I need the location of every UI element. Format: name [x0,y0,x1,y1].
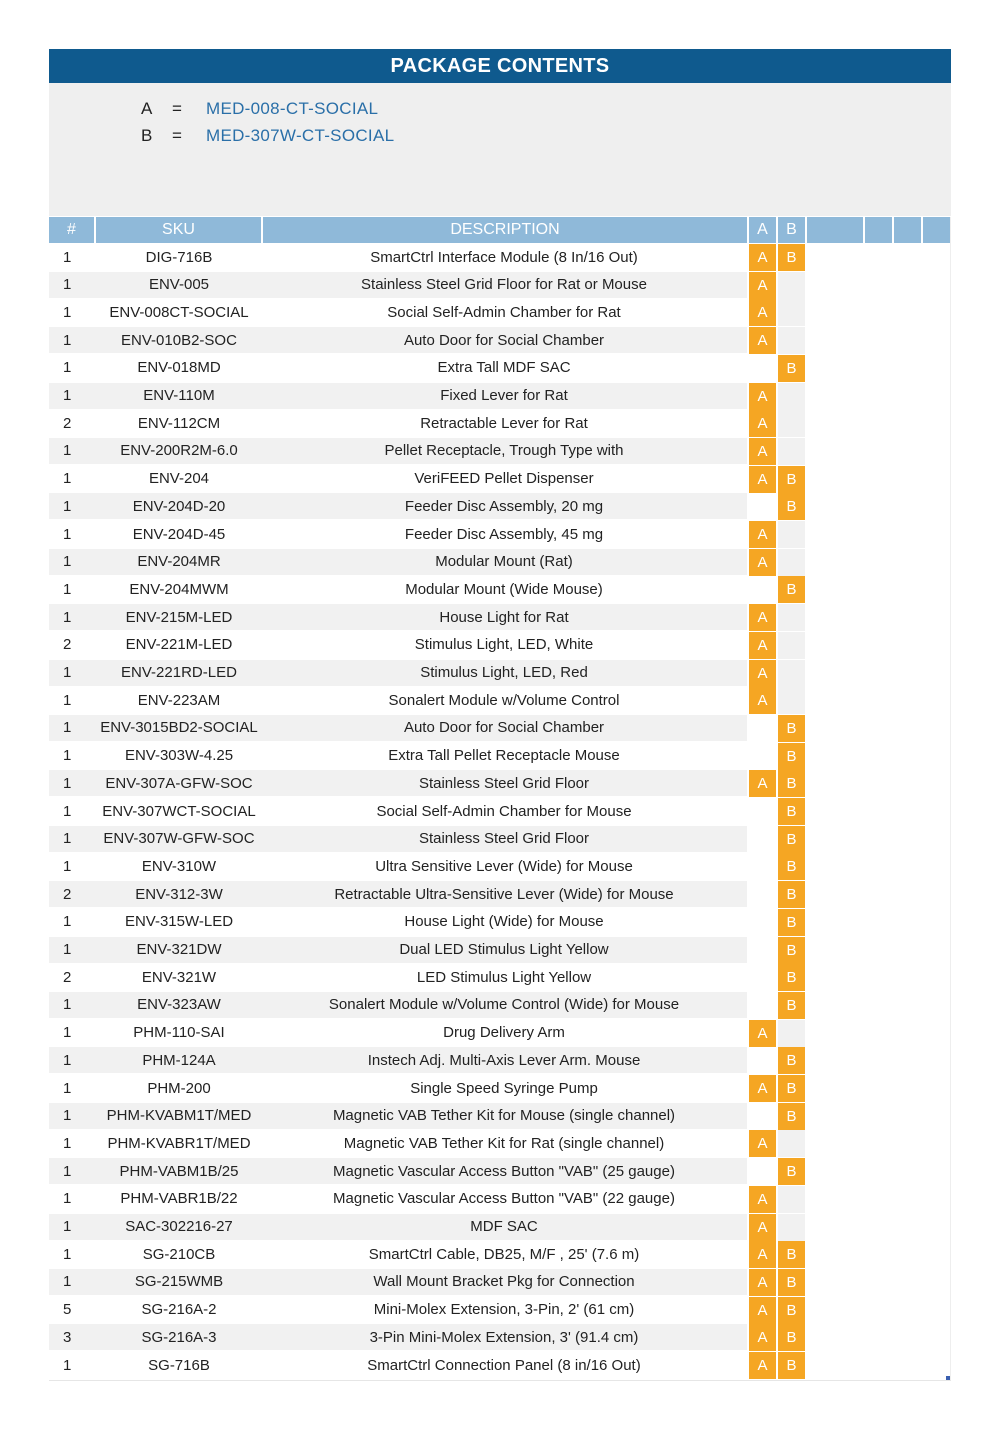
row-quantity: 1 [63,525,72,543]
mark-a: A [749,1241,776,1268]
row-quantity: 1 [63,1356,72,1374]
row-quantity: 1 [63,580,72,598]
mark-a: A [749,272,776,299]
table-row [49,1103,951,1131]
mark-a [749,1158,776,1185]
header-b: B [778,217,805,243]
row-description: Modular Mount (Wide Mouse) [405,580,603,598]
mark-a [749,1103,776,1130]
mark-a: A [749,521,776,548]
mark-a: A [749,1352,776,1379]
row-sku: ENV-307W-GFW-SOC [103,830,255,848]
row-quantity: 1 [63,719,72,737]
mark-b: B [778,355,805,382]
mark-a: A [749,604,776,631]
table-row [49,272,951,300]
row-quantity: 1 [63,1134,72,1152]
row-sku: ENV-323AW [137,996,221,1014]
row-quantity: 3 [63,1328,72,1346]
row-quantity: 1 [63,774,72,792]
row-sku: SG-210CB [142,1245,216,1263]
row-sku: PHM-VABR1B/22 [120,1190,238,1208]
row-sku: ENV-204D-20 [132,497,226,515]
mark-b: B [778,715,805,742]
row-sku: ENV-221M-LED [125,636,233,654]
row-description: SmartCtrl Connection Panel (8 in/16 Out) [367,1356,641,1374]
mark-a: A [749,1186,776,1213]
row-sku: ENV-221RD-LED [121,664,237,681]
row-description: Modular Mount (Rat) [435,553,573,571]
mark-a [749,743,776,770]
mark-b: B [778,1297,805,1324]
row-sku: PHM-110-SAI [133,1024,225,1042]
mark-a [749,798,776,825]
row-sku: ENV-315W-LED [124,913,234,931]
mark-b: B [778,466,805,493]
row-description: Sonalert Module w/Volume Control (Wide) for Mouse [328,996,680,1014]
row-quantity: 2 [63,414,72,432]
legend-value: MED-008-CT-SOCIAL [206,99,379,118]
table-row [49,327,951,355]
mark-a: A [749,549,776,576]
mark-b [778,660,805,687]
row-description: Feeder Disc Assembly, 45 mg [404,525,604,543]
row-sku: ENV-204MWM [129,580,229,598]
row-sku: SG-215WMB [134,1273,224,1291]
table-row [49,1214,951,1242]
row-sku: ENV-321DW [136,941,222,958]
row-quantity: 1 [63,802,72,820]
header-spare-4 [923,217,951,243]
row-description: Auto Door for Social Chamber [403,331,605,349]
row-sku: PHM-KVABR1T/MED [107,1134,251,1152]
row-sku: ENV-112CM [137,414,221,432]
mark-b [778,383,805,410]
row-description: Single Speed Syringe Pump [410,1079,598,1097]
row-quantity: 1 [63,1024,72,1042]
table-row [49,1047,951,1075]
mark-b: B [778,1047,805,1074]
table-row [49,770,951,798]
table-row [49,493,951,521]
mark-a [749,493,776,520]
row-sku: ENV-008CT-SOCIAL [109,303,249,321]
mark-a [749,909,776,936]
table-row [49,1324,951,1352]
row-description: Stainless Steel Grid Floor for Rat or Mouse [361,276,647,294]
row-quantity: 1 [63,1190,72,1208]
row-sku: ENV-321W [141,968,217,986]
row-quantity: 1 [63,497,72,515]
table-row [49,1297,951,1325]
mark-b [778,272,805,299]
row-description: Auto Door for Social Chamber [403,719,605,737]
row-quantity: 1 [63,470,72,488]
mark-b [778,327,805,354]
row-description: 3-Pin Mini-Molex Extension, 3' (91.4 cm) [369,1328,639,1346]
row-sku: PHM-124A [142,1051,216,1069]
row-quantity: 1 [63,1218,72,1235]
row-quantity: 1 [63,276,72,294]
row-description: Retractable Ultra-Sensitive Lever (Wide) for Mouse [334,885,674,903]
row-description: SmartCtrl Interface Module (8 In/16 Out) [370,248,638,266]
mark-a [749,881,776,908]
table-row [49,604,951,632]
row-quantity: 1 [63,857,72,875]
row-sku: ENV-3015BD2-SOCIAL [100,719,258,737]
mark-a: A [749,632,776,659]
row-quantity: 1 [63,913,72,931]
row-sku: ENV-200R2M-6.0 [120,442,238,460]
table-row [49,355,951,383]
table-row [49,1269,951,1297]
mark-a [749,937,776,964]
mark-b: B [778,1269,805,1296]
row-quantity: 5 [63,1301,72,1319]
row-sku: PHM-VABM1B/25 [119,1162,239,1180]
row-description: House Light (Wide) for Mouse [404,913,604,931]
row-description: Pellet Receptacle, Trough Type with [384,442,624,460]
row-sku: ENV-005 [148,276,210,294]
row-description: Retractable Lever for Rat [420,414,588,432]
row-sku: SAC-302216-27 [125,1218,233,1235]
mark-b: B [778,964,805,991]
mark-a: A [749,1075,776,1102]
row-description: MDF SAC [470,1218,538,1235]
table-row [49,1075,951,1103]
table-row [49,937,951,965]
row-description: Stainless Steel Grid Floor [418,774,590,792]
table-row [49,798,951,826]
row-description: Extra Tall Pellet Receptacle Mouse [388,747,620,765]
table-row [49,383,951,411]
mark-b: B [778,743,805,770]
header-number: # [49,217,94,243]
package-contents-banner [49,49,951,83]
mark-b: B [778,244,805,271]
mark-a: A [749,1269,776,1296]
table-row [49,549,951,577]
mark-b: B [778,1075,805,1102]
row-quantity: 1 [63,553,72,571]
row-description: Magnetic VAB Tether Kit for Mouse (single channel) [332,1107,676,1125]
row-description: LED Stimulus Light Yellow [416,968,592,986]
mark-a [749,964,776,991]
header-sku: SKU [96,217,261,243]
table-row [49,576,951,604]
mark-b: B [778,1241,805,1268]
mark-a: A [749,660,776,687]
mark-a: A [749,327,776,354]
row-quantity: 1 [63,442,72,460]
row-sku: ENV-110M [143,387,215,404]
row-description: Extra Tall MDF SAC [437,359,571,377]
mark-b [778,438,805,465]
mark-b [778,410,805,437]
table-row [49,853,951,881]
row-description: Magnetic Vascular Access Button "VAB" (22 gauge) [333,1190,675,1208]
row-description: Feeder Disc Assembly, 20 mg [404,497,604,515]
table-row [49,1241,951,1269]
row-sku: ENV-204MR [137,553,221,571]
mark-b: B [778,1158,805,1185]
table-row [49,992,951,1020]
row-description: Sonalert Module w/Volume Control [388,691,620,709]
row-sku: ENV-010B2-SOC [121,331,237,349]
row-quantity: 1 [63,1273,72,1291]
header-spare-3 [894,217,921,243]
row-quantity: 1 [63,691,72,709]
mark-a [749,576,776,603]
row-sku: ENV-204D-45 [132,525,226,543]
mark-a: A [749,438,776,465]
table-row [49,521,951,549]
mark-b: B [778,826,805,853]
row-description: VeriFEED Pellet Dispenser [414,470,594,488]
mark-a [749,1047,776,1074]
row-quantity: 2 [63,636,72,654]
mark-b [778,687,805,714]
mark-b: B [778,853,805,880]
table-row [49,1352,951,1380]
table-row [49,632,951,660]
mark-b [778,632,805,659]
mark-b [778,1186,805,1213]
mark-a [749,826,776,853]
table-row [49,1130,951,1158]
mark-a: A [749,1130,776,1157]
mark-b: B [778,770,805,797]
mark-a: A [749,1297,776,1324]
header-a: A [749,217,776,243]
row-sku: SG-216A-2 [141,1301,217,1319]
row-description: Wall Mount Bracket Pkg for Connection [373,1273,635,1291]
row-sku: PHM-200 [147,1079,211,1097]
table-row [49,826,951,854]
mark-b [778,1130,805,1157]
row-description: Fixed Lever for Rat [440,387,568,404]
row-quantity: 1 [63,1245,72,1263]
mark-b: B [778,992,805,1019]
mark-b [778,549,805,576]
row-sku: ENV-215M-LED [125,608,233,626]
row-quantity: 1 [63,1051,72,1069]
row-quantity: 2 [63,968,72,986]
row-sku: SG-216A-3 [141,1328,217,1346]
legend-equals: = [172,99,182,118]
mark-b: B [778,937,805,964]
mark-a: A [749,466,776,493]
mark-a [749,853,776,880]
mark-b: B [778,881,805,908]
page-title: PACKAGE CONTENTS [390,54,610,77]
row-quantity: 1 [63,1162,72,1180]
row-quantity: 1 [63,387,72,404]
row-description: Stimulus Light, LED, Red [420,664,588,681]
row-sku: ENV-307A-GFW-SOC [105,774,253,792]
header-spare-1 [807,217,863,243]
table-row [49,660,951,688]
table-row [49,715,951,743]
row-sku: SG-716B [148,1356,210,1374]
row-description: Stimulus Light, LED, White [414,636,594,654]
row-sku: DIG-716B [145,248,213,266]
mark-b [778,1214,805,1241]
row-description: House Light for Rat [439,608,569,626]
table-row [49,466,951,494]
row-description: Stainless Steel Grid Floor [418,830,590,848]
mark-b: B [778,1103,805,1130]
row-quantity: 1 [63,359,72,377]
table-row [49,881,951,909]
mark-a [749,992,776,1019]
table-row [49,299,951,327]
row-sku: ENV-312-3W [135,885,223,903]
row-quantity: 1 [63,1107,72,1125]
legend-equals: = [172,126,182,145]
row-quantity: 1 [63,830,72,848]
row-quantity: 1 [63,608,72,626]
mark-a: A [749,1020,776,1047]
table-row [49,909,951,937]
table-row [49,743,951,771]
row-sku: ENV-310W [141,857,217,875]
mark-a [749,355,776,382]
corner-marker [946,1376,950,1380]
row-description: Drug Delivery Arm [443,1024,565,1042]
mark-b: B [778,1324,805,1351]
row-description: SmartCtrl Cable, DB25, M/F , 25' (7.6 m) [368,1245,640,1263]
row-quantity: 2 [63,885,72,903]
row-description: Social Self-Admin Chamber for Rat [387,303,621,321]
table-header [49,217,951,243]
table-row [49,687,951,715]
row-sku: ENV-223AM [137,691,221,709]
row-quantity: 1 [63,248,72,266]
table-row [49,244,951,272]
mark-b [778,299,805,326]
row-description: Magnetic VAB Tether Kit for Rat (single channel) [343,1134,665,1152]
row-sku: ENV-204 [148,470,210,488]
mark-a: A [749,687,776,714]
row-quantity: 1 [63,996,72,1014]
mark-b: B [778,493,805,520]
legend [49,83,951,216]
table-row [49,1158,951,1186]
mark-b [778,521,805,548]
legend-key: B [141,126,153,145]
row-sku: ENV-303W-4.25 [124,747,234,765]
row-description: Ultra Sensitive Lever (Wide) for Mouse [375,857,633,875]
table-row [49,964,951,992]
table-row [49,438,951,466]
mark-a: A [749,244,776,271]
mark-a: A [749,299,776,326]
row-quantity: 1 [63,1079,72,1097]
legend-value: MED-307W-CT-SOCIAL [206,126,395,145]
row-sku: ENV-307WCT-SOCIAL [102,802,256,820]
mark-a: A [749,1214,776,1241]
row-sku: ENV-018MD [137,359,221,377]
header-spare-2 [865,217,892,243]
row-description: Dual LED Stimulus Light Yellow [399,941,609,958]
mark-a: A [749,1324,776,1351]
table-row [49,1186,951,1214]
legend-key: A [141,99,153,118]
table-right-border [950,217,951,1380]
row-quantity: 1 [63,331,72,349]
row-quantity: 1 [63,303,72,321]
row-quantity: 1 [63,941,72,958]
row-description: Instech Adj. Multi-Axis Lever Arm. Mouse [367,1051,641,1069]
table-bottom-border [49,1380,951,1381]
mark-a [749,715,776,742]
mark-a: A [749,383,776,410]
mark-b [778,604,805,631]
mark-b: B [778,909,805,936]
header-description: DESCRIPTION [263,217,747,243]
row-description: Mini-Molex Extension, 3-Pin, 2' (61 cm) [373,1301,635,1319]
row-quantity: 1 [63,664,72,681]
mark-b [778,1020,805,1047]
row-quantity: 1 [63,747,72,765]
table-row [49,410,951,438]
mark-b: B [778,576,805,603]
mark-a: A [749,410,776,437]
row-description: Social Self-Admin Chamber for Mouse [376,802,632,820]
table-row [49,1020,951,1048]
mark-a: A [749,770,776,797]
row-description: Magnetic Vascular Access Button "VAB" (25 gauge) [333,1162,675,1180]
mark-b: B [778,1352,805,1379]
mark-b: B [778,798,805,825]
row-sku: PHM-KVABM1T/MED [106,1107,252,1125]
